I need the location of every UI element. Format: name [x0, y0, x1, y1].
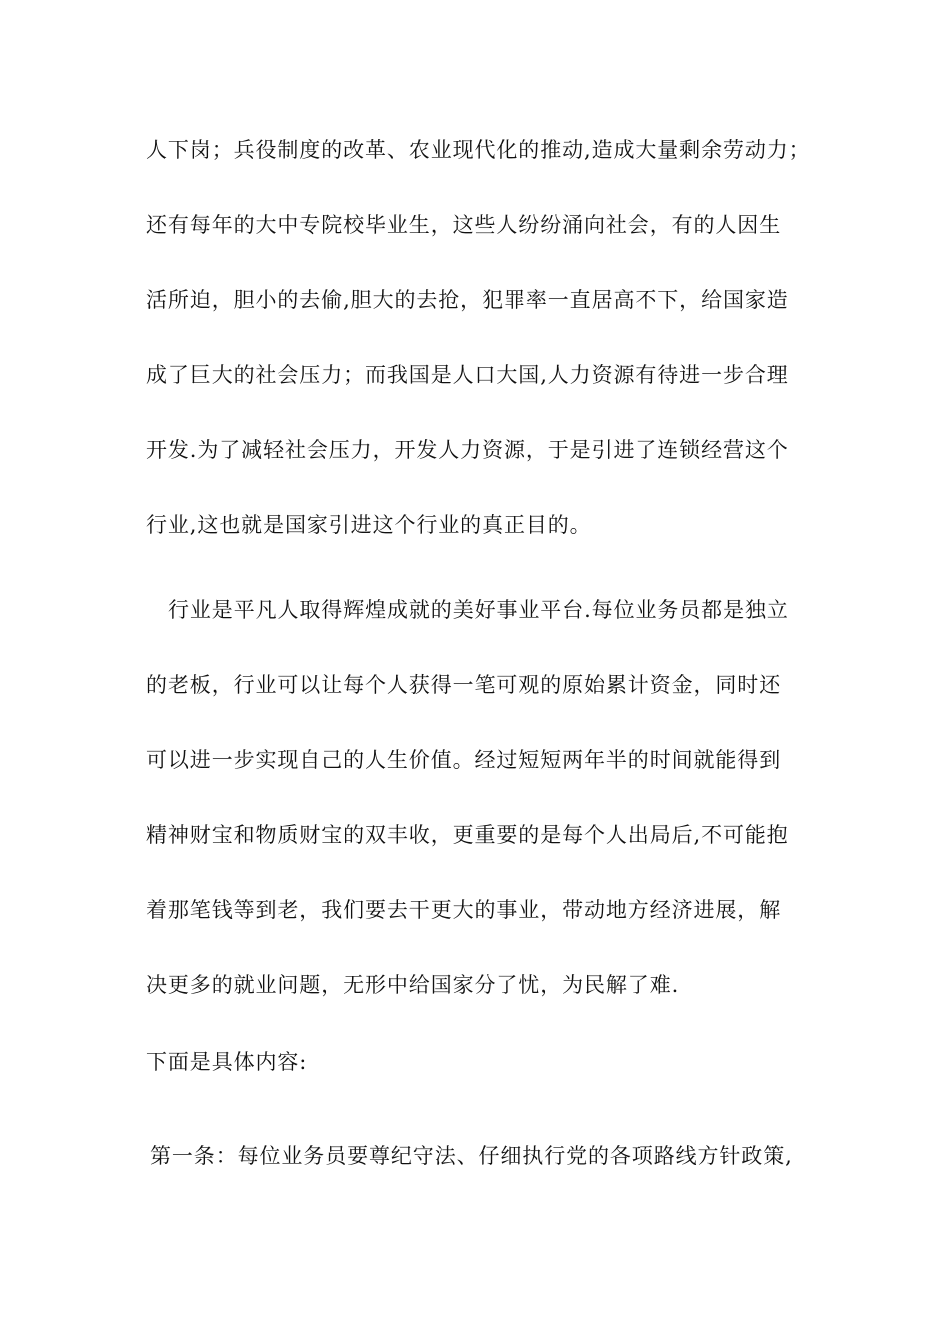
paragraph-line: 人下岗；兵役制度的改革、农业现代化的推动,造成大量剩余劳动力； — [146, 138, 811, 162]
article-line: 第一条：每位业务员要尊纪守法、仔细执行党的各项路线方针政策, — [150, 1144, 793, 1168]
paragraph-line: 成了巨大的社会压力；而我国是人口大国,人力资源有待进一步合理 — [146, 363, 789, 387]
paragraph-line: 着那笔钱等到老，我们要去干更大的事业，带动地方经济进展，解 — [146, 898, 782, 922]
paragraph-line: 开发.为了减轻社会压力，开发人力资源，于是引进了连锁经营这个 — [146, 438, 789, 462]
paragraph-line: 行业,这也就是国家引进这个行业的真正目的。 — [146, 513, 592, 537]
paragraph-line: 精神财宝和物质财宝的双丰收，更重要的是每个人出局后,不可能抱 — [146, 823, 789, 847]
paragraph-line: 行业是平凡人取得辉煌成就的美好事业平台.每位业务员都是独立 — [168, 598, 789, 622]
paragraph-line: 活所迫，胆小的去偷,胆大的去抢，犯罪率一直居高不下，给国家造 — [146, 288, 789, 312]
paragraph-line: 可以进一步实现自己的人生价值。经过短短两年半的时间就能得到 — [146, 748, 782, 772]
paragraph-line: 的老板，行业可以让每个人获得一笔可观的原始累计资金，同时还 — [146, 673, 782, 697]
paragraph-line: 还有每年的大中专院校毕业生，这些人纷纷涌向社会，有的人因生 — [146, 213, 782, 237]
paragraph-line: 决更多的就业问题，无形中给国家分了忧，为民解了难. — [146, 973, 680, 997]
section-heading: 下面是具体内容: — [146, 1050, 308, 1074]
